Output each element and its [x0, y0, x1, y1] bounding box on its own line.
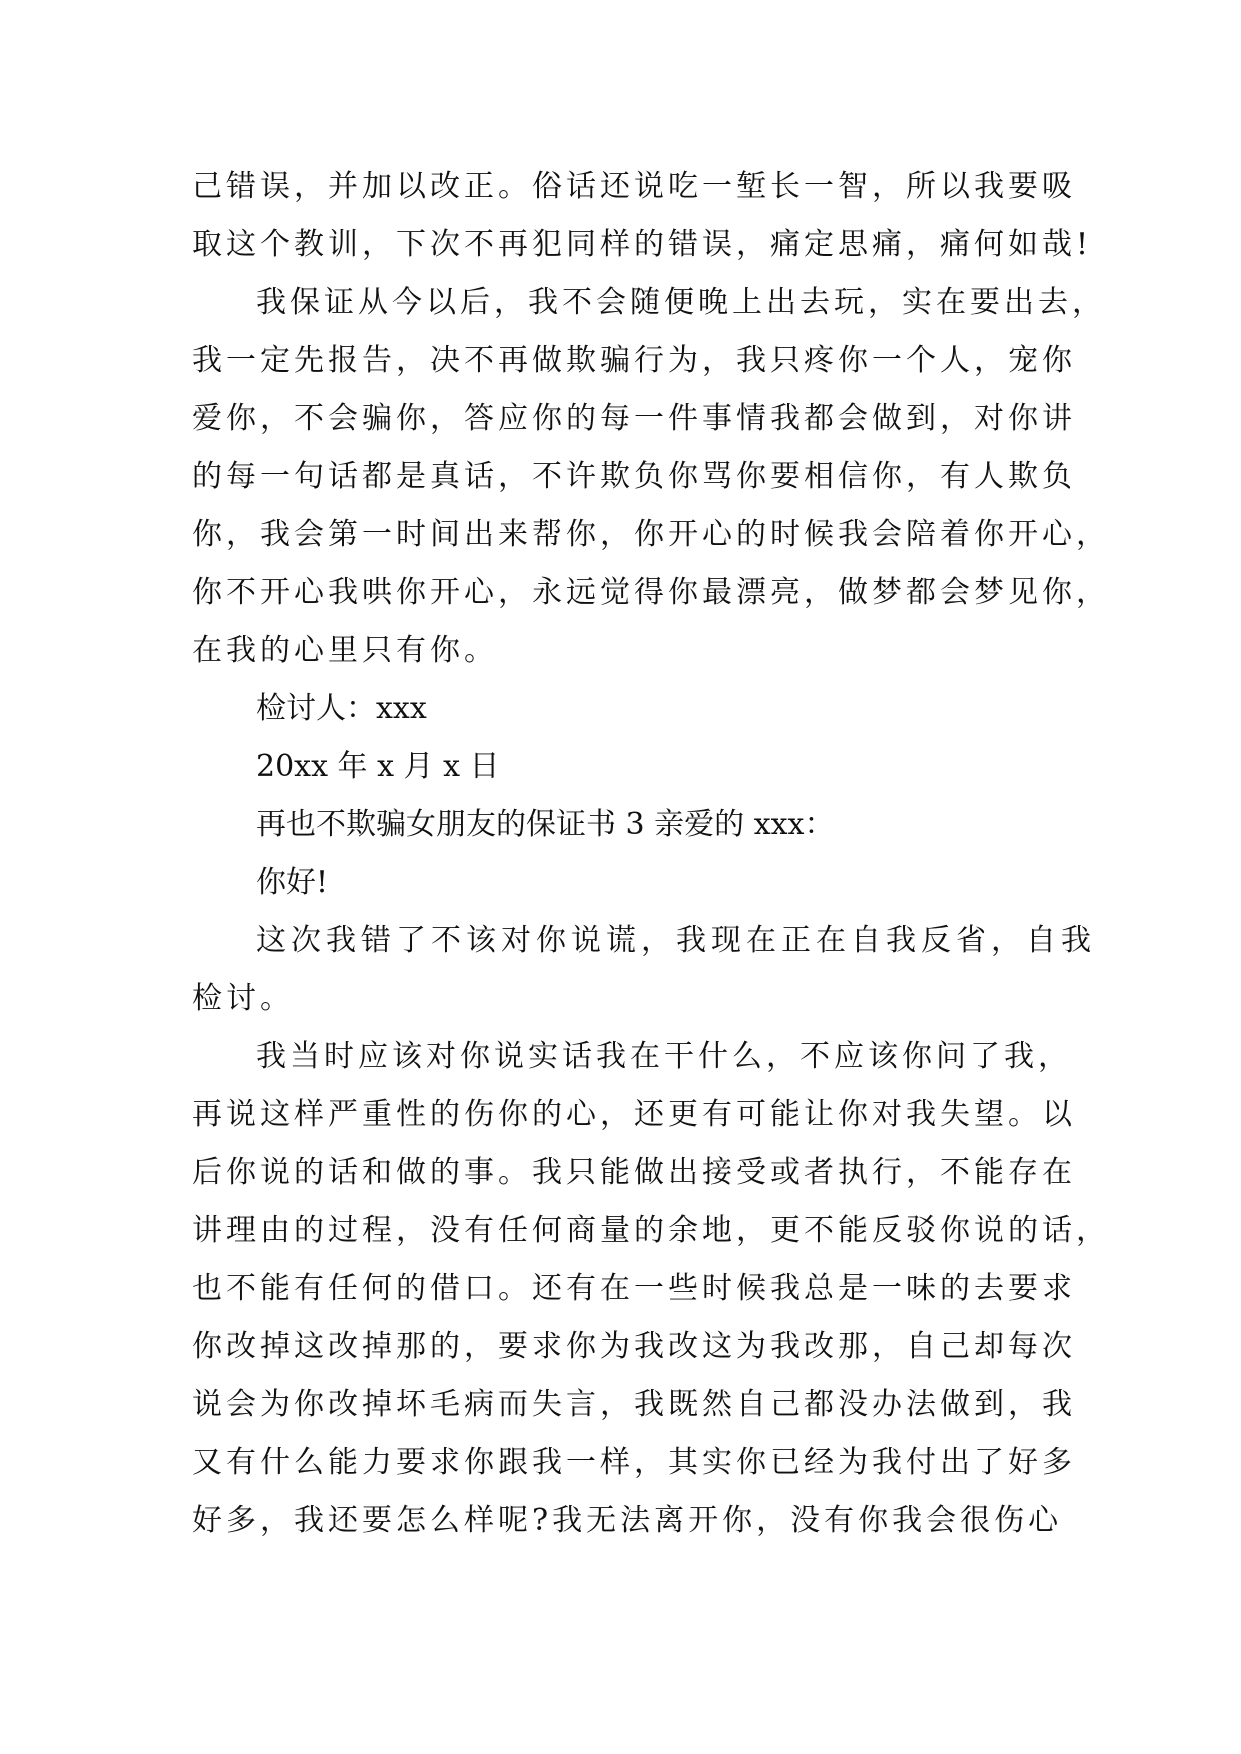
body-line: 在我的心里只有你。 — [192, 633, 498, 668]
body-line: 你，我会第一时间出来帮你，你开心的时候我会陪着你开心， — [192, 517, 1110, 552]
body-line: 你不开心我哄你开心，永远觉得你最漂亮，做梦都会梦见你， — [192, 575, 1110, 610]
body-line: 后你说的话和做的事。我只能做出接受或者执行，不能存在 — [192, 1155, 1076, 1190]
body-line: 检讨。 — [192, 981, 294, 1016]
body-line: 说会为你改掉坏毛病而失言，我既然自己都没办法做到，我 — [192, 1387, 1076, 1422]
body-line: 爱你，不会骗你，答应你的每一件事情我都会做到，对你讲 — [192, 401, 1076, 436]
date-line: 20xx 年 x 月 x 日 — [256, 749, 500, 784]
body-line: 好多，我还要怎么样呢?我无法离开你，没有你我会很伤心 — [192, 1503, 1063, 1538]
paragraph-start-line: 我当时应该对你说实话我在干什么，不应该你问了我， — [256, 1039, 1072, 1074]
body-line: 又有什么能力要求你跟我一样，其实你已经为我付出了好多 — [192, 1445, 1076, 1480]
paragraph-start-line: 这次我错了不该对你说谎，我现在正在自我反省，自我 — [256, 923, 1096, 958]
body-line: 的每一句话都是真话，不许欺负你骂你要相信你，有人欺负 — [192, 459, 1076, 494]
body-line: 取这个教训，下次不再犯同样的错误，痛定思痛，痛何如哉! — [192, 227, 1093, 262]
body-line: 再说这样严重性的伤你的心，还更有可能让你对我失望。以 — [192, 1097, 1076, 1132]
paragraph-start-line: 我保证从今以后，我不会随便晚上出去玩，实在要出去， — [256, 285, 1106, 320]
body-line: 讲理由的过程，没有任何商量的余地，更不能反驳你说的话， — [192, 1213, 1110, 1248]
body-line: 我一定先报告，决不再做欺骗行为，我只疼你一个人，宠你 — [192, 343, 1076, 378]
section-title-line: 再也不欺骗女朋友的保证书 3 亲爱的 xxx： — [256, 807, 835, 842]
body-line: 你改掉这改掉那的，要求你为我改这为我改那，自己却每次 — [192, 1329, 1076, 1364]
document-body — [192, 158, 1110, 1550]
body-line: 也不能有任何的借口。还有在一些时候我总是一味的去要求 — [192, 1271, 1076, 1306]
body-line: 己错误，并加以改正。俗话还说吃一堑长一智，所以我要吸 — [192, 169, 1076, 204]
signature-line: 检讨人：xxx — [256, 691, 427, 726]
greeting-line: 你好! — [256, 865, 329, 900]
